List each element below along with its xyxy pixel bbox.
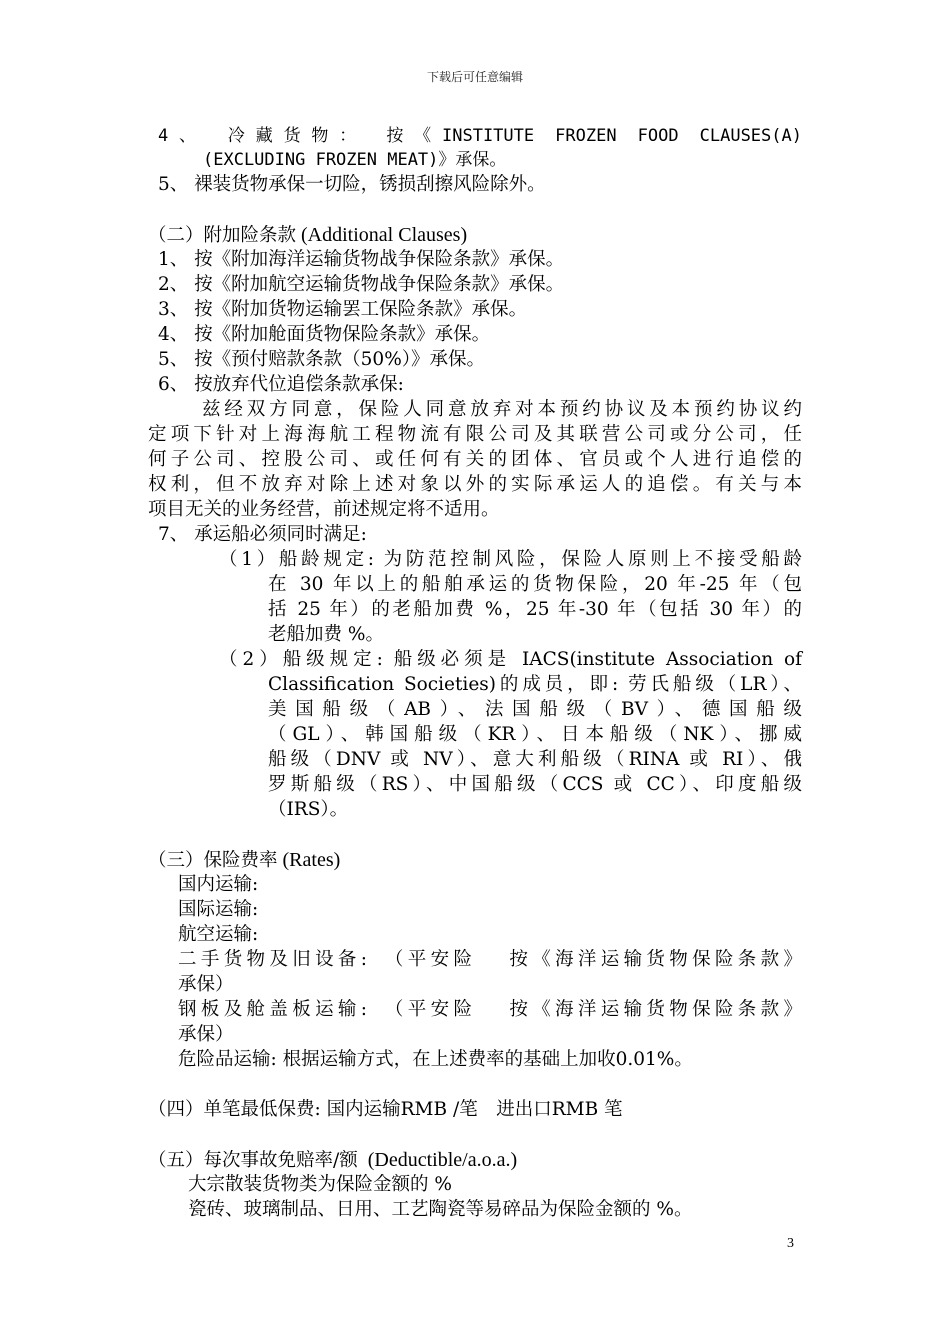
text-line: 兹经双方同意，保险人同意放弃对本预约协议及本预约协议约 bbox=[202, 399, 802, 420]
page-header: 下载后可任意编辑 bbox=[426, 70, 523, 84]
text-line: 承保） bbox=[178, 1024, 234, 1045]
text-line: 3、 按《附加货物运输罢工保险条款》承保。 bbox=[158, 299, 528, 320]
text-line: 大宗散装货物类为保险金额的 % bbox=[188, 1174, 452, 1195]
section-heading: （五）每次事故免赔率/额 (Deductible/a.o.a.) bbox=[148, 1149, 518, 1171]
text-line: 危险品运输: 根据运输方式，在上述费率的基础上加收0.01%。 bbox=[178, 1049, 693, 1070]
text-line: 承保） bbox=[178, 974, 234, 995]
text-line: 5、 裸装货物承保一切险，锈损刮擦风险除外。 bbox=[158, 174, 546, 195]
text-line: 权利，但不放弃对除上述对象以外的实际承运人的追偿。有关与本 bbox=[148, 474, 802, 495]
text-line: （IRS）。 bbox=[268, 799, 349, 820]
text-line: 航空运输: bbox=[178, 924, 259, 945]
text-line: （1）船龄规定: 为防范控制风险，保险人原则上不接受船龄 bbox=[219, 549, 802, 570]
text-line: （2）船级规定: 船级必须是 IACS(institute Association of bbox=[219, 649, 802, 670]
text-line: 定项下针对上海海航工程物流有限公司及其联营公司或分公司，任 bbox=[148, 424, 802, 445]
text-line: 6、 按放弃代位追偿条款承保: bbox=[158, 374, 404, 395]
text-line: 美国船级（AB）、法国船级（BV）、德国船级 bbox=[268, 699, 802, 720]
section-heading: （三）保险费率 (Rates) bbox=[148, 849, 341, 871]
text-line: 项目无关的业务经营，前述规定将不适用。 bbox=[148, 499, 500, 520]
text-line: Classification Societies)的成员，即: 劳氏船级（LR）、 bbox=[268, 674, 802, 695]
text-line: 4、 冷藏货物： 按《INSTITUTE FROZEN FOOD CLAUSES(A) bbox=[158, 126, 802, 146]
text-line: 国际运输: bbox=[178, 899, 259, 920]
text-line: 二手货物及旧设备: （平安险 按《海洋运输货物保险条款》 bbox=[178, 949, 802, 970]
text-line: 何子公司、控股公司、或任何有关的团体、官员或个人进行追偿的 bbox=[148, 449, 802, 470]
section-heading: （四）单笔最低保费: 国内运输RMB /笔 进出口RMB 笔 bbox=[148, 1099, 623, 1120]
section-heading: （二）附加险条款 (Additional Clauses) bbox=[148, 224, 468, 246]
text-line: 5、 按《预付赔款条款（50%）》承保。 bbox=[158, 349, 486, 370]
text-line: (EXCLUDING FROZEN MEAT)》承保。 bbox=[203, 150, 507, 170]
text-line: 船级（DNV 或 NV）、意大利船级（RINA 或 RI）、俄 bbox=[268, 749, 802, 770]
text-line: 4、 按《附加舱面货物保险条款》承保。 bbox=[158, 324, 491, 345]
page-number: 3 bbox=[787, 1236, 794, 1251]
text-line: 7、 承运船必须同时满足: bbox=[158, 524, 367, 545]
text-line: 1、 按《附加海洋运输货物战争保险条款》承保。 bbox=[158, 249, 565, 270]
text-line: （GL）、韩国船级（KR）、日本船级（NK）、挪威 bbox=[268, 724, 802, 745]
text-line: 国内运输: bbox=[178, 874, 259, 895]
text-line: 钢板及舱盖板运输: （平安险 按《海洋运输货物保险条款》 bbox=[178, 999, 802, 1020]
text-line: 在 30 年以上的船舶承运的货物保险，20 年-25 年（包 bbox=[268, 574, 802, 595]
text-line: 瓷砖、玻璃制品、日用、工艺陶瓷等易碎品为保险金额的 %。 bbox=[188, 1199, 693, 1220]
text-line: 老船加费 %。 bbox=[268, 624, 384, 645]
text-line: 括 25 年）的老船加费 %，25 年-30 年（包括 30 年）的 bbox=[268, 599, 802, 620]
text-line: 2、 按《附加航空运输货物战争保险条款》承保。 bbox=[158, 274, 565, 295]
text-line: 罗斯船级（RS）、中国船级（CCS 或 CC）、印度船级 bbox=[268, 774, 802, 795]
